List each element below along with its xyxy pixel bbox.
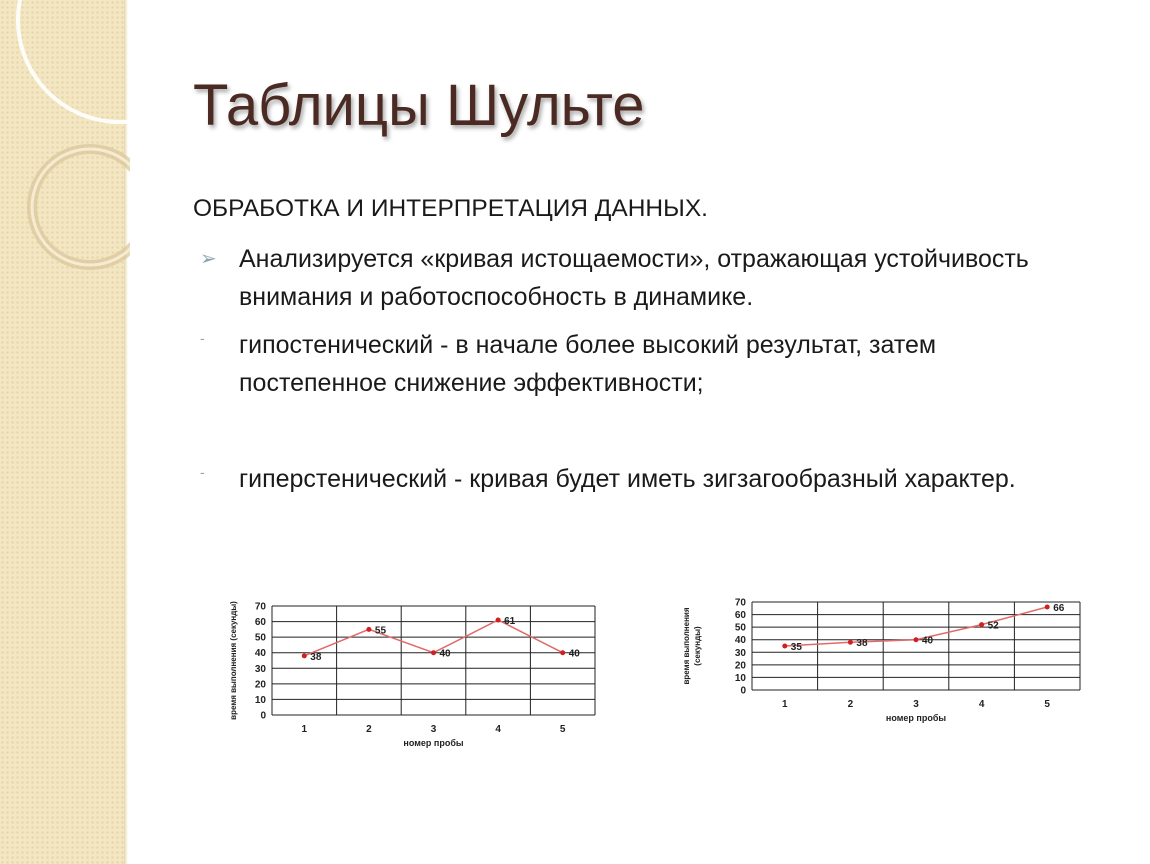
y-tick-label: 10 — [734, 672, 746, 684]
data-point — [560, 650, 565, 655]
data-label: 38 — [856, 638, 868, 650]
y-tick-label: 50 — [254, 632, 266, 644]
y-tick-label: 60 — [734, 610, 746, 622]
hyposthenic-curve-chart — [220, 590, 610, 760]
x-tick-label: 4 — [978, 699, 985, 710]
y-tick-label: 10 — [254, 694, 266, 706]
y-tick-label: 20 — [254, 679, 266, 691]
data-point — [1045, 605, 1050, 610]
x-axis-label: номер пробы — [885, 713, 947, 723]
x-tick-label: 1 — [301, 724, 308, 735]
x-tick-label: 3 — [913, 699, 919, 710]
data-point — [848, 640, 853, 645]
x-tick-label: 5 — [559, 724, 566, 735]
data-point — [782, 644, 787, 649]
y-tick-label: 60 — [254, 617, 266, 629]
data-point — [366, 627, 371, 632]
y-axis-label — [682, 607, 702, 684]
y-axis-label-line: время выполнения — [682, 607, 691, 685]
data-label: 40 — [568, 648, 580, 660]
hypersthenic-curve-chart — [670, 590, 1090, 730]
y-axis-label-line: (секунды) — [693, 626, 702, 666]
x-tick-label: 2 — [847, 699, 854, 710]
x-tick-label: 5 — [1044, 699, 1050, 710]
data-point — [496, 618, 501, 623]
y-tick-label: 30 — [734, 647, 746, 659]
y-tick-label: 40 — [734, 635, 746, 647]
data-point — [302, 653, 307, 658]
data-label: 52 — [987, 620, 999, 632]
bullet-text: гиперстенический - кривая будет иметь зигзагообразный характер. — [239, 465, 1016, 493]
bullet-text: Анализируется «кривая истощаемости», отражающая устойчивость внимания и работоспособность в динамике. — [239, 245, 1029, 311]
y-axis-label-line: время выполнения (секунды) — [229, 601, 238, 720]
data-point — [914, 637, 919, 642]
data-label: 38 — [310, 651, 322, 663]
y-tick-label: 40 — [254, 648, 266, 660]
y-tick-label: 0 — [260, 710, 266, 722]
data-point — [979, 622, 984, 627]
data-label: 55 — [374, 625, 387, 637]
decorative-rings — [0, 0, 130, 300]
slide-title: Таблицы Шульте — [193, 73, 645, 138]
arrow-bullet-icon: ➢ — [200, 248, 217, 270]
data-label: 35 — [790, 642, 802, 653]
y-tick-label: 50 — [734, 622, 746, 634]
y-axis-label — [229, 601, 238, 720]
y-tick-label: 30 — [254, 663, 266, 675]
x-tick-label: 2 — [366, 724, 372, 735]
y-tick-label: 20 — [734, 660, 746, 672]
data-label: 40 — [439, 648, 451, 660]
y-tick-label: 70 — [734, 597, 746, 609]
data-label: 66 — [1053, 603, 1065, 615]
x-tick-label: 1 — [782, 699, 788, 710]
ring-large — [18, 0, 130, 122]
y-tick-label: 70 — [254, 601, 266, 613]
data-label: 40 — [922, 635, 934, 647]
section-heading: ОБРАБОТКА И ИНТЕРПРЕТАЦИЯ ДАННЫХ. — [193, 195, 708, 222]
dash-bullet-icon: - — [200, 330, 205, 346]
x-tick-label: 3 — [430, 724, 437, 735]
data-point — [431, 650, 436, 655]
ring-small-inner — [32, 149, 130, 265]
bullet-text: гипостенический - в начале более высокий результат, затем постепенное снижение эффективности; — [239, 331, 937, 397]
x-tick-label: 4 — [495, 724, 501, 735]
data-label: 61 — [504, 616, 516, 628]
y-tick-label: 0 — [740, 685, 746, 697]
dash-bullet-icon: - — [200, 464, 205, 480]
x-axis-label: номер пробы — [403, 738, 464, 748]
